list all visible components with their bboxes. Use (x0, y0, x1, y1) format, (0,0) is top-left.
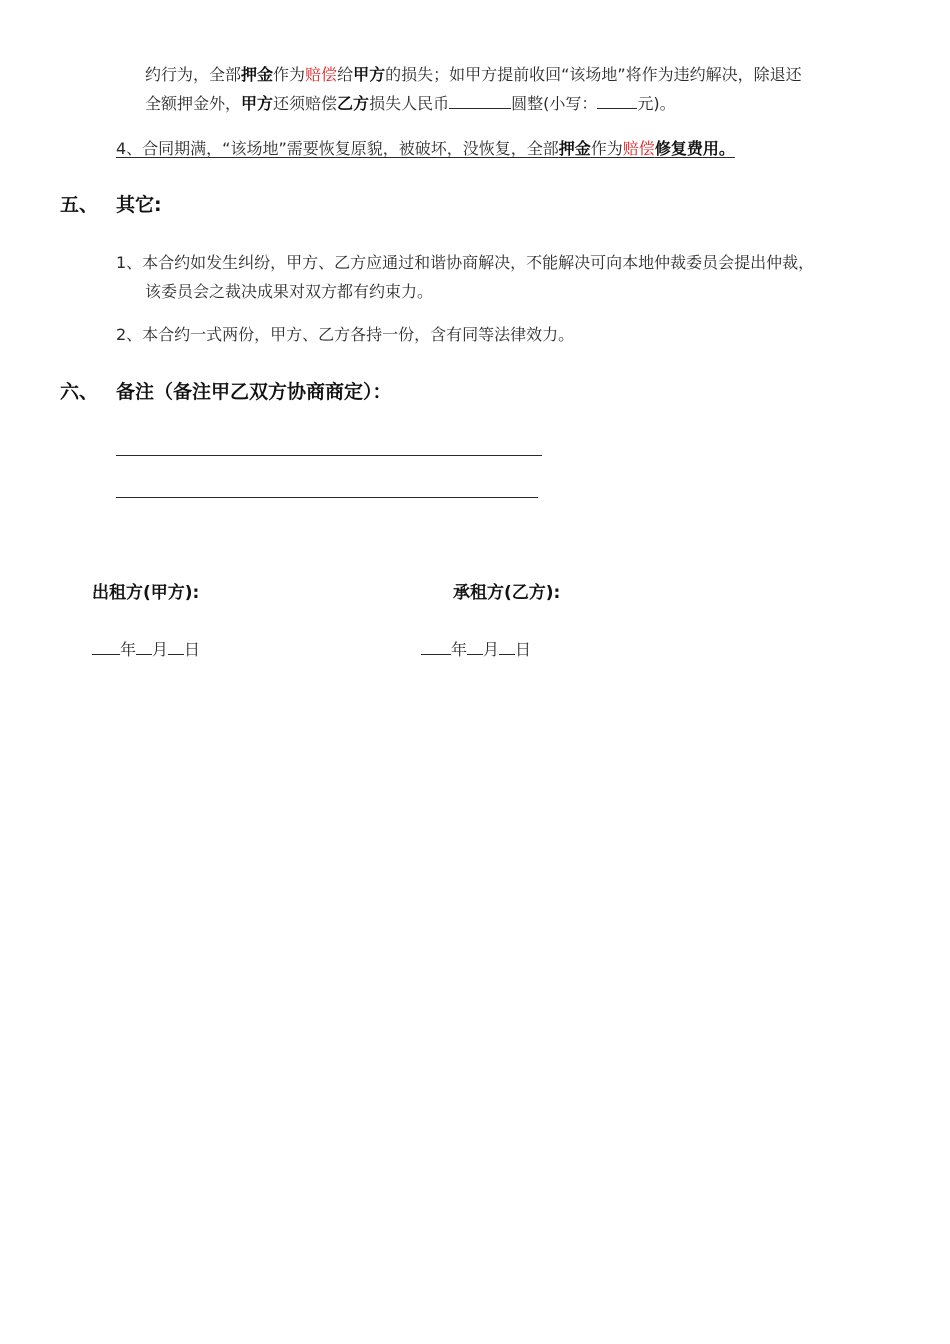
clause4 (116, 138, 735, 160)
month-label: 月 (483, 640, 500, 659)
lessor-date-day-blank[interactable] (168, 640, 184, 655)
clause4-text: 作为 (590, 139, 623, 158)
section5-item1-line2: 该委员会之裁决成果对双方都有约束力。 (145, 282, 434, 301)
remarks-line-2[interactable] (116, 497, 538, 498)
day-label: 日 (184, 640, 201, 659)
lessee-date (421, 639, 531, 661)
section5-item2: 2、本合约一式两份，甲方、乙方各持一份，含有同等法律效力。 (116, 325, 575, 344)
party-a-term: 甲方 (353, 65, 386, 84)
amount-figure-blank[interactable] (597, 94, 637, 109)
compensation-term: 赔偿 (622, 139, 655, 158)
section5-title: 其它: (116, 194, 162, 216)
repair-cost-term: 修复费用。 (654, 139, 735, 158)
lessee-date-month-blank[interactable] (467, 640, 483, 655)
section5-item1-line1: 1、本合约如发生纠纷，甲方、乙方应通过和谐协商解决，不能解决可向本地仲裁委员会提出仲裁， (116, 253, 815, 272)
lessor-label: 出租方(甲方): (92, 583, 200, 603)
clause4-text: 4、合同期满，“该场地”需要恢复原貌，被破坏，没恢复，全部 (116, 139, 559, 158)
section5-number: 五、 (60, 194, 99, 216)
lessor-date-month-blank[interactable] (136, 640, 152, 655)
clause3-text: 还须赔偿 (273, 94, 338, 113)
clause3-line1 (145, 64, 802, 86)
section6-number: 六、 (60, 381, 99, 403)
day-label: 日 (515, 640, 532, 659)
month-label: 月 (152, 640, 169, 659)
compensation-term: 赔偿 (305, 65, 338, 84)
clause3-text: 损失人民币 (369, 94, 450, 113)
section6-title: 备注（备注甲乙双方协商商定）： (116, 381, 392, 403)
clause3-text: 给 (337, 65, 354, 84)
year-label: 年 (451, 640, 468, 659)
year-label: 年 (120, 640, 137, 659)
clause3-line2 (145, 93, 676, 115)
clause3-text: 的损失；如甲方提前收回“该场地”将作为违约解决，除退还 (385, 65, 802, 84)
clause3-text: 约行为，全部 (145, 65, 242, 84)
lessor-date (92, 639, 200, 661)
remarks-line-1[interactable] (116, 455, 542, 456)
clause3-text: 元)。 (637, 94, 676, 113)
amount-blank[interactable] (449, 94, 511, 109)
lessee-date-day-blank[interactable] (499, 640, 515, 655)
lessee-date-year-blank[interactable] (421, 640, 451, 655)
deposit-term: 押金 (558, 139, 591, 158)
clause3-text: 圆整(小写： (511, 94, 598, 113)
deposit-term: 押金 (241, 65, 274, 84)
clause3-text: 全额押金外， (145, 94, 242, 113)
party-b-term: 乙方 (337, 94, 370, 113)
lessor-date-year-blank[interactable] (92, 640, 120, 655)
party-a-term: 甲方 (241, 94, 274, 113)
clause3-text: 作为 (273, 65, 306, 84)
lessee-label: 承租方(乙方): (453, 583, 561, 603)
